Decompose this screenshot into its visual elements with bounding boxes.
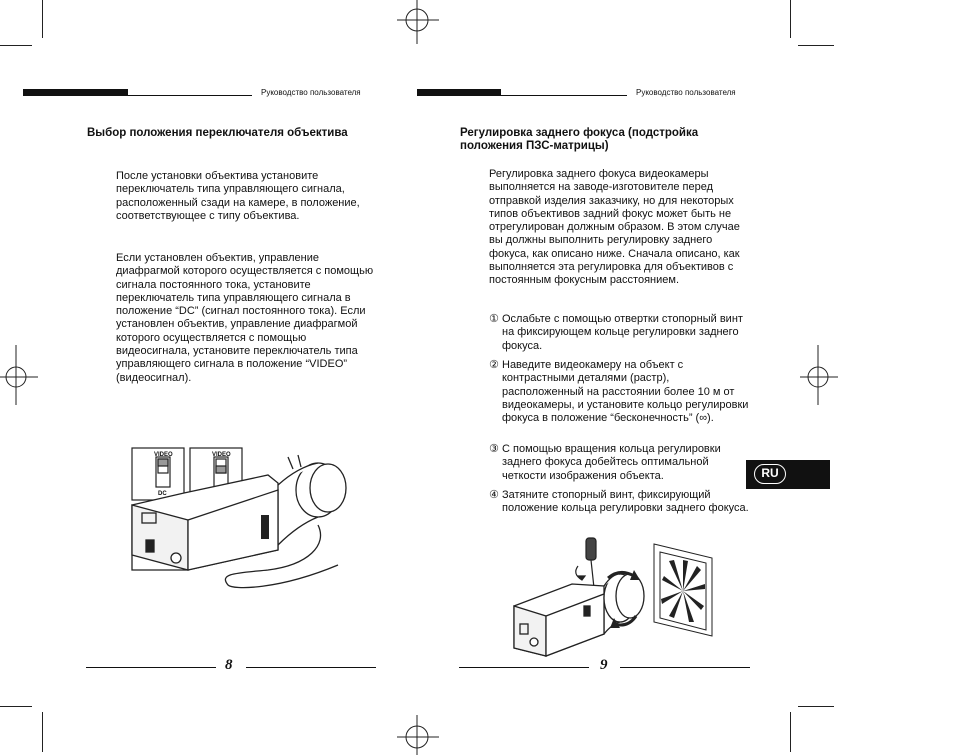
registration-mark-top (395, 0, 445, 50)
header-bar (23, 89, 128, 96)
footer-rule-right (620, 667, 750, 668)
switch-label-video: VIDEO (154, 452, 173, 458)
footer-rule-right (246, 667, 376, 668)
switch-label-video: VIDEO (212, 452, 231, 458)
intro-paragraph: Регулировка заднего фокуса видеокамеры выполняется на заводе-изготовителе перед отправкой изделия заказчику, но для некоторых типов объективов задний фокус может быть не отрегулирован должным образом. В этом случае вы должны выполнить регулировку заднего фокуса, как описано ниже. Сначала описано, как выполняется эта регулировка для объективов с постоянным фокусным расстоянием. (489, 168, 740, 287)
step-number: ④ (489, 489, 499, 501)
switch-label-dc: DC (158, 491, 167, 497)
step-number: ① (489, 313, 499, 325)
step-text: Затяните стопорный винт, фиксирующий положение кольца регулировки заднего фокуса. (502, 489, 749, 515)
footer-rule-left (459, 667, 589, 668)
section-title: Регулировка заднего фокуса (подстройка положения ПЗС-матрицы) (460, 127, 699, 152)
running-header: Руководство пользователя (636, 88, 736, 97)
language-badge: RU (754, 464, 786, 484)
header-bar (417, 89, 501, 96)
step-text: Наведите видеокамеру на объект с контрастными деталями (растр), расположенный на расстоянии более 10 м от видеокамеры, и установите кольцо регулировки фокуса в положение “бесконечность” (∞). (502, 359, 749, 425)
step-text: С помощью вращения кольца регулировки заднего фокуса добейтесь оптимальной четкости изображения объекта. (502, 443, 721, 482)
running-header: Руководство пользователя (261, 88, 361, 97)
header-rule (128, 95, 252, 96)
camera-body (514, 584, 604, 656)
step-item (489, 489, 749, 515)
registration-mark-bottom (395, 715, 445, 755)
page-number: 9 (600, 657, 608, 673)
step-text: Ослабьте с помощью отвертки стопорный винт на фиксирующем кольце регулировки заднего фокуса. (502, 313, 743, 352)
footer-rule-left (86, 667, 216, 668)
step-item (489, 443, 721, 482)
paragraph: После установки объектива установите переключатель типа управляющего сигнала, расположенный сзади на камере, в положение, соответствующее с типу объектива. (116, 170, 360, 222)
step-item (489, 313, 743, 352)
step-number: ② (489, 359, 499, 371)
language-tab (746, 460, 830, 489)
paragraph: Если установлен объектив, управление диафрагмой которого осуществляется с помощью сигнала постоянного тока, установите переключатель типа управляющего сигнала в положение “DC” (сигнал постоянного тока). Если установлен объектив, управление диафрагмой которого осуществляется с помощью видеосигнала, установите переключатель типа управляющего сигнала в положение “VIDEO” (видеосигнал). (116, 252, 374, 384)
screwdriver-icon (576, 538, 596, 588)
section-title: Выбор положения переключателя объектива (87, 127, 348, 139)
page-number: 8 (225, 657, 233, 673)
step-number: ③ (489, 443, 499, 455)
step-item (489, 359, 749, 425)
registration-mark-right (798, 345, 838, 405)
camera-body (132, 475, 278, 570)
registration-mark-left (0, 345, 40, 405)
lens (278, 455, 346, 545)
camera-switch-illustration (128, 445, 358, 595)
back-focus-illustration (512, 536, 717, 661)
header-rule (501, 95, 627, 96)
